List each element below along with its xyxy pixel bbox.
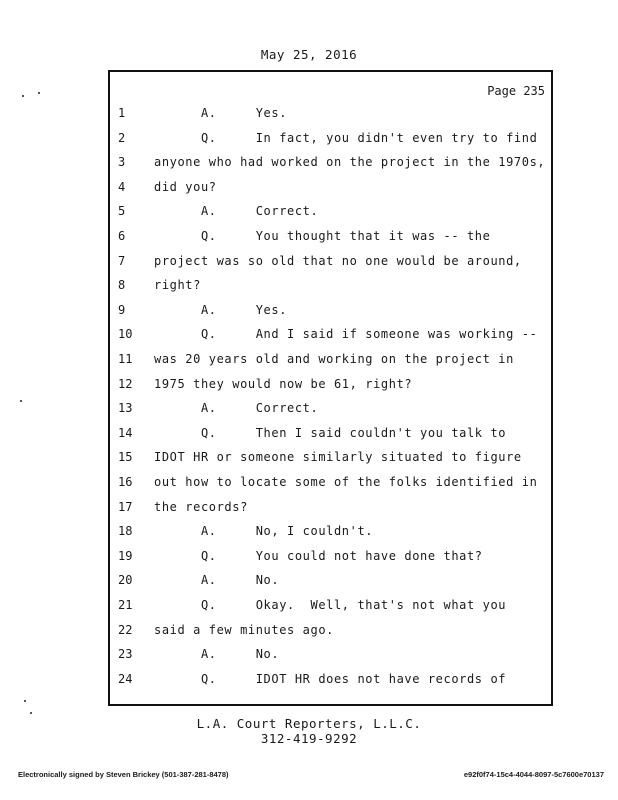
court-reporter-phone: 312-419-9292 [260, 731, 358, 746]
line-number: 8 [118, 278, 126, 293]
line-text: Q. Okay. Well, that's not what you [154, 598, 507, 612]
line-text: the records? [154, 499, 248, 514]
line-text: IDOT HR or someone similarly situated to figure [154, 450, 522, 465]
line-number: 5 [118, 204, 126, 219]
line-number: 1 [118, 106, 126, 120]
line-text: Q. You thought that it was -- the [154, 229, 491, 243]
scan-speck [22, 95, 24, 97]
line-number: 19 [118, 548, 133, 563]
scan-speck [24, 700, 26, 702]
document-id: e92f0f74-15c4-4044-8097-5c7600e70137 [463, 770, 604, 779]
line-number: 22 [118, 622, 133, 637]
line-number: 18 [118, 524, 133, 539]
line-number: 12 [118, 376, 133, 391]
page-number: Page 235 [487, 84, 545, 98]
line-number: 16 [118, 475, 133, 489]
transcript-page-frame [108, 70, 553, 706]
line-text: anyone who had worked on the project in the 1970s, [154, 155, 546, 170]
line-number: 7 [118, 253, 126, 268]
line-number: 15 [118, 450, 133, 465]
line-text: Q. IDOT HR does not have records of [154, 671, 507, 686]
electronic-signature-text: Electronically signed by Steven Brickey (501-387-281-8478) [18, 770, 229, 779]
line-text: did you? [154, 179, 217, 194]
line-text: Q. You could not have done that? [154, 548, 483, 563]
line-number: 9 [118, 302, 126, 317]
line-number: 20 [118, 573, 133, 588]
line-number: 4 [118, 179, 126, 194]
scan-speck [30, 712, 32, 714]
line-text: A. Yes. [154, 302, 288, 317]
line-number: 2 [118, 130, 126, 145]
line-text: Q. Then I said couldn't you talk to [154, 425, 507, 440]
line-number: 6 [118, 229, 126, 243]
court-reporter-company: L.A. Court Reporters, L.L.C. [196, 716, 422, 731]
line-number: 10 [118, 327, 133, 342]
transcript-date: May 25, 2016 [260, 47, 358, 62]
line-number: 23 [118, 647, 133, 662]
line-text: out how to locate some of the folks identified in [154, 475, 538, 489]
line-text: A. Correct. [154, 401, 319, 416]
scan-speck [38, 92, 40, 94]
line-text: was 20 years old and working on the project in [154, 352, 514, 366]
line-number: 3 [118, 155, 126, 170]
line-number: 24 [118, 671, 133, 686]
line-text: A. No, I couldn't. [154, 524, 374, 539]
line-number: 13 [118, 401, 133, 416]
line-text: A. Yes. [154, 106, 288, 120]
line-text: project was so old that no one would be around, [154, 253, 522, 268]
line-text: said a few minutes ago. [154, 622, 334, 637]
line-text: A. Correct. [154, 204, 319, 219]
line-number: 17 [118, 499, 133, 514]
line-number: 14 [118, 425, 133, 440]
line-text: 1975 they would now be 61, right? [154, 376, 413, 391]
line-text: A. No. [154, 647, 280, 662]
scan-speck [20, 400, 22, 402]
line-number: 21 [118, 598, 133, 612]
line-text: A. No. [154, 573, 280, 588]
line-text: right? [154, 278, 201, 293]
line-text: Q. In fact, you didn't even try to find [154, 130, 538, 145]
line-text: Q. And I said if someone was working -- [154, 327, 538, 342]
line-number: 11 [118, 352, 133, 366]
